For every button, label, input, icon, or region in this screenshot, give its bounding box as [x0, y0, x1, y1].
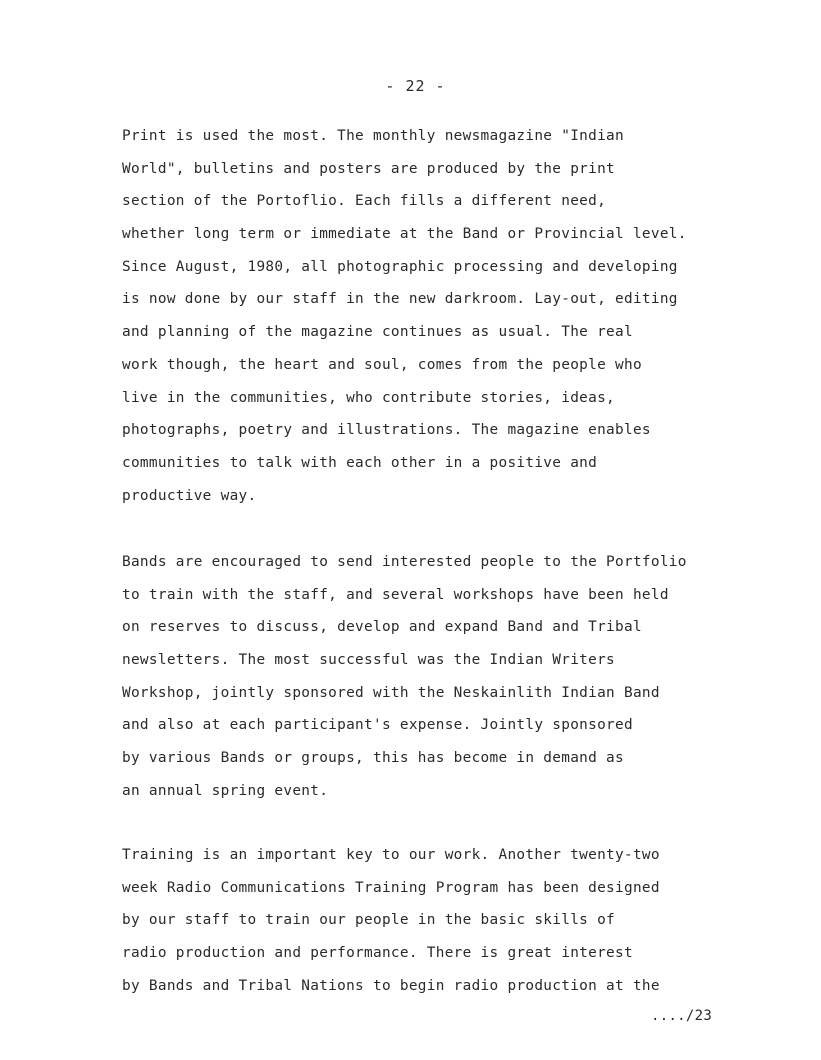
paragraph-training — [122, 839, 660, 1002]
text-line: productive way. — [122, 487, 257, 504]
text-line: radio production and performance. There is great interest — [122, 945, 633, 962]
text-line: by various Bands or groups, this has become in demand as — [122, 750, 624, 767]
text-line: World", bulletins and posters are produced by the print — [122, 160, 616, 177]
text-line: section of the Portoflio. Each fills a different need, — [122, 193, 607, 210]
text-line: to train with the staff, and several workshops have been held — [122, 586, 669, 603]
text-line: photographs, poetry and illustrations. The magazine enables — [122, 422, 651, 439]
text-line: live in the communities, who contribute stories, ideas, — [122, 389, 616, 406]
text-line: and planning of the magazine continues as usual. The real — [122, 324, 633, 341]
text-line: Print is used the most. The monthly newsmagazine "Indian — [122, 128, 624, 144]
paragraph-workshops — [122, 546, 687, 808]
continuation-marker: ..../23 — [651, 1008, 713, 1024]
text-line: an annual spring event. — [122, 782, 329, 799]
text-line: Workshop, jointly sponsored with the Neskainlith Indian Band — [122, 684, 660, 701]
text-line: is now done by our staff in the new darkroom. Lay-out, editing — [122, 291, 678, 308]
text-line: on reserves to discuss, develop and expand Band and Tribal — [122, 619, 642, 636]
text-line: and also at each participant's expense. Jointly sponsored — [122, 717, 633, 734]
text-line: by Bands and Tribal Nations to begin radio production at the — [122, 977, 660, 994]
text-line: week Radio Communications Training Program has been designed — [122, 879, 660, 896]
text-line: newsletters. The most successful was the Indian Writers — [122, 652, 616, 669]
text-line: Training is an important key to our work. Another twenty-two — [122, 847, 660, 863]
page-number: - 22 - — [385, 77, 446, 95]
text-line: work though, the heart and soul, comes from the people who — [122, 356, 642, 373]
paragraph-print — [122, 120, 687, 512]
text-line: by our staff to train our people in the basic skills of — [122, 912, 616, 929]
text-line: Bands are encouraged to send interested people to the Portfolio — [122, 554, 687, 570]
text-line: whether long term or immediate at the Band or Provincial level. — [122, 226, 687, 243]
text-line: Since August, 1980, all photographic processing and developing — [122, 258, 678, 275]
text-line: communities to talk with each other in a positive and — [122, 454, 598, 471]
